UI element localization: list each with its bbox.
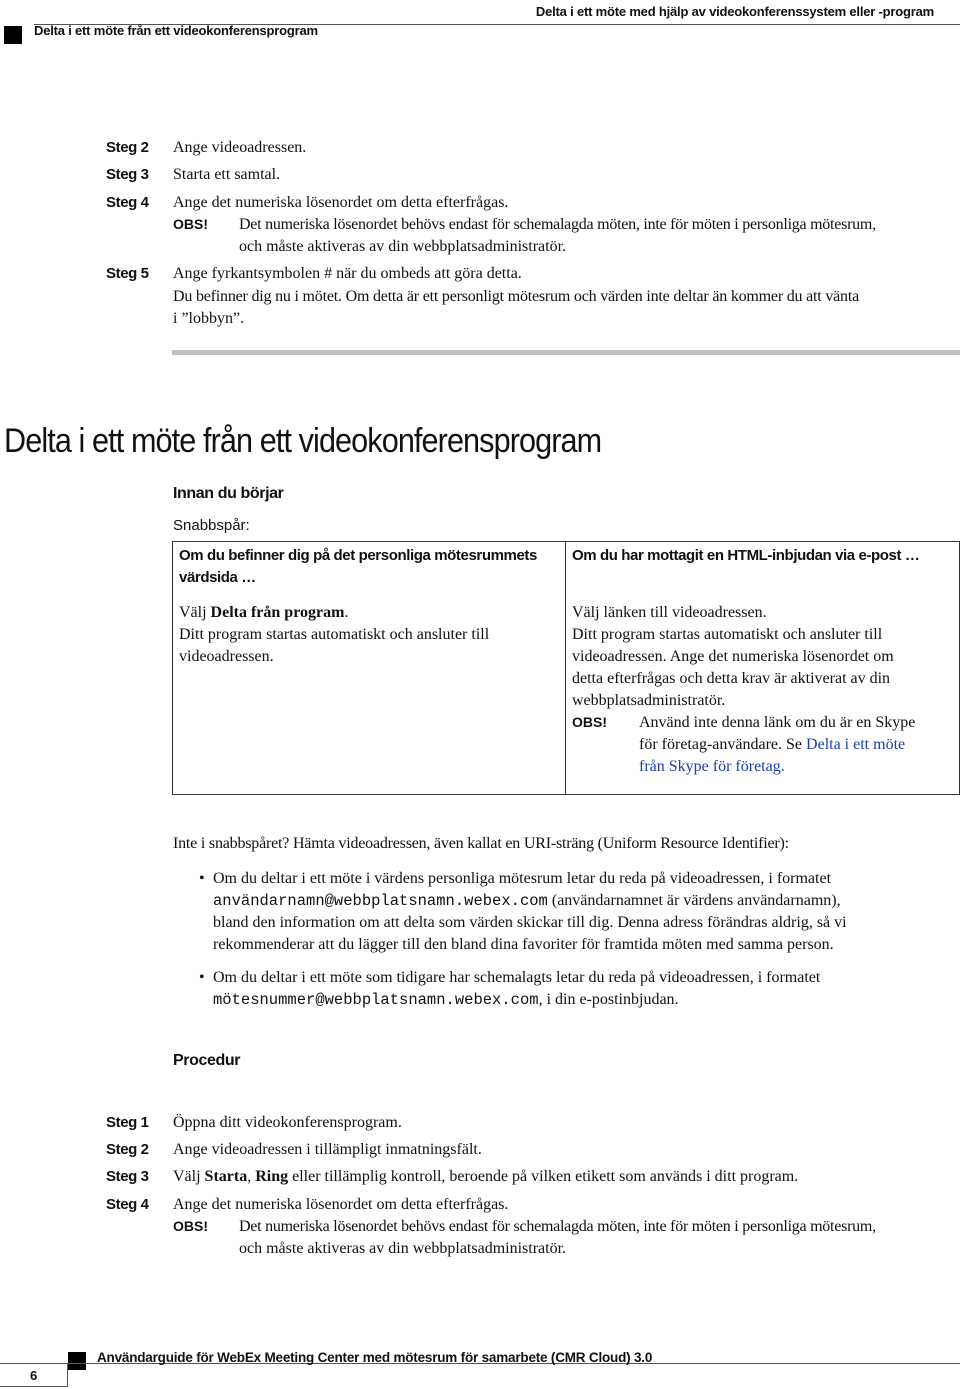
step-label: Steg 2 [106,1141,149,1158]
step-label: Steg 1 [106,1114,149,1131]
note-line: Använd inte denna länk om du är en Skype [639,714,916,731]
step-text: Ange videoadressen i tillämpligt inmatningsfält. [173,1141,482,1158]
guide-title: Användarguide för WebEx Meeting Center med mötesrum för samarbete (CMR Cloud) 3.0 [97,1350,653,1365]
table-body-line: webbplatsadministratör. [572,692,726,709]
table-body-line: Ditt program startas automatiskt och ansluter till [179,626,490,643]
note-tag: OBS! [173,1218,208,1234]
ui-label-starta: Starta [204,1168,248,1185]
video-address-format: mötesnummer@webbplatsnamn.webex.com [213,991,539,1009]
bullet-item [213,967,820,1011]
note-text: Det numeriska lösenordet behövs endast för schemalagda möten, inte för möten i personliga mötesrum, [239,1218,876,1235]
step-text: i ”lobbyn”. [173,310,245,327]
footer-mark [68,1352,86,1370]
section-divider [172,350,960,355]
quick-label: Snabbspår: [173,517,250,534]
step-label: Steg 3 [106,1168,149,1185]
section-title: Delta i ett möte från ett videokonferensprogram [4,422,602,460]
page-number: 6 [30,1368,38,1383]
bullet-item [213,868,847,956]
note-tag: OBS! [572,714,607,730]
note-tag: OBS! [173,216,208,232]
bullet-dot: • [199,969,205,986]
step-text: Ange det numeriska lösenordet om detta efterfrågas. [173,194,509,211]
step-text: Ange videoadressen. [173,139,307,156]
text-span: Välj [179,604,211,621]
table-body-line: Ditt program startas automatiskt och ansluter till [572,626,883,643]
table-head-col1 [179,545,559,589]
table-body-line: videoadressen. [179,648,274,665]
table-body-line [179,602,489,624]
step-label: Steg 4 [106,194,149,211]
step-label: Steg 3 [106,166,149,183]
procedure-heading: Procedur [173,1052,241,1069]
note-text: och måste aktiveras av din webbplatsadministratör. [239,238,567,255]
header-corner-mark [4,26,22,44]
step-text: Du befinner dig nu i mötet. Om detta är ett personligt mötesrum och värden inte deltar än kommer du att vänta [173,288,859,305]
text-span: , i din e-postinbjudan. [538,991,679,1008]
table-body-line: videoadressen. Ange det numeriska lösenordet om [572,648,894,665]
step-text: Starta ett samtal. [173,166,281,183]
note-text [639,712,915,778]
text-span: för företag-användare. Se [639,736,807,753]
before-heading: Innan du börjar [173,485,284,502]
table-body-col2 [572,602,894,712]
note-text: Det numeriska lösenordet behövs endast för schemalagda möten, inte för möten i personliga mötesrum, [239,216,876,233]
step-text: Ange det numeriska lösenordet om detta efterfrågas. [173,1196,509,1213]
bullet-dot: • [199,870,205,887]
header-left-title: Delta i ett möte från ett videokonferensprogram [34,23,318,38]
note-text: och måste aktiveras av din webbplatsadministratör. [239,1240,567,1257]
bullet-line [213,989,820,1011]
video-address-format: användarnamn@webbplatsnamn.webex.com [213,892,548,910]
step-text: Ange fyrkantsymbolen # när du ombeds att göra detta. [173,265,522,282]
table-head-col2: Om du har mottagit en HTML-inbjudan via e-post … [572,547,920,564]
skype-link-continued[interactable]: från Skype för företag. [639,758,785,775]
text-span: , [247,1168,256,1185]
ui-label-delta-fran-program: Delta från program [210,604,345,621]
text-span: (användarnamnet är värdens användarnamn), [547,892,841,909]
not-quick-text: Inte i snabbspåret? Hämta videoadressen, även kallat en URI-sträng (Uniform Resource Identifier): [173,835,789,852]
table-head-line: Om du befinner dig på det personliga mötesrummets [179,547,537,564]
table-body-line: Välj länken till videoadressen. [572,604,767,621]
step-label: Steg 2 [106,139,149,156]
ui-label-ring: Ring [255,1168,289,1185]
step-text: Öppna ditt videokonferensprogram. [173,1114,402,1131]
header-right-title: Delta i ett möte med hjälp av videokonferenssystem eller -program [535,4,934,19]
bullet-line: bland den information om att delta som värden skickar till dig. Denna adress förändras aldrig, så vi [213,914,847,931]
skype-link[interactable]: Delta i ett möte [806,736,906,753]
step-text [173,1166,798,1188]
table-head-line: värdsida … [179,569,256,586]
table-body-line: detta efterfrågas och detta krav är aktiverat av din [572,670,891,687]
text-span: Välj [173,1168,205,1185]
bullet-line: rekommenderar att du lägger till den bland dina favoriter för framtida möten med samma person. [213,936,834,953]
table-body-col1 [179,602,489,668]
note-line [639,734,915,756]
table-column-divider [565,542,566,794]
step-label: Steg 4 [106,1196,149,1213]
text-span: eller tillämplig kontroll, beroende på vilken etikett som används i ditt program. [288,1168,799,1185]
bullet-line: Om du deltar i ett möte som tidigare har schemalagts letar du reda på videoadressen, i formatet [213,969,821,986]
step-label: Steg 5 [106,265,149,282]
bullet-line: Om du deltar i ett möte i värdens personliga mötesrum letar du reda på videoadressen, i formatet [213,870,832,887]
text-span: . [344,604,349,621]
bullet-line [213,890,847,912]
